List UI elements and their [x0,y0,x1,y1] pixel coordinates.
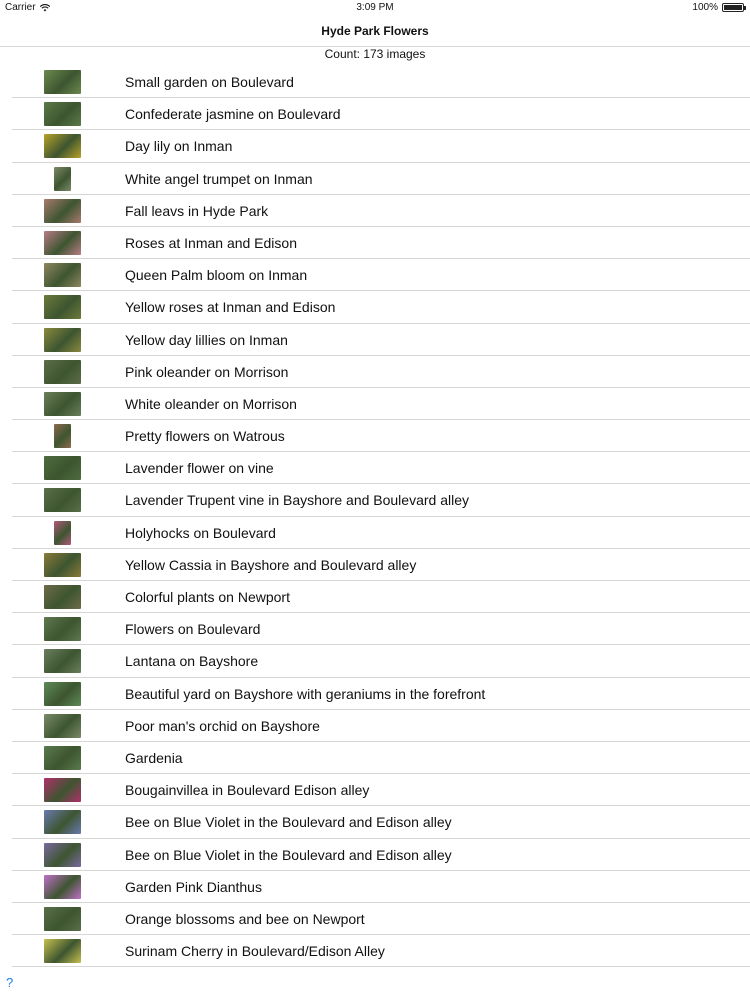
list-item-label: Pink oleander on Morrison [125,363,289,380]
list-item[interactable] [12,163,750,195]
list-item[interactable] [12,645,750,677]
thumbnail-image [44,456,81,480]
list-item-label: Garden Pink Dianthus [125,878,262,895]
thumbnail-image [44,617,81,641]
list-item[interactable] [12,549,750,581]
thumbnail-image [44,488,81,512]
thumbnail-image [44,231,81,255]
thumbnail-image [54,424,71,448]
thumbnail-image [44,360,81,384]
list-item-label: Roses at Inman and Edison [125,234,297,251]
thumbnail-image [44,102,81,126]
list-item[interactable] [12,195,750,227]
list-item-label: Holyhocks on Boulevard [125,524,276,541]
list-item-label: Day lily on Inman [125,138,233,155]
thumbnail-image [44,134,81,158]
carrier-label: Carrier [5,2,36,13]
thumbnail-image [44,875,81,899]
list-item-label: Surinam Cherry in Boulevard/Edison Alley [125,943,385,960]
list-item-label: Yellow roses at Inman and Edison [125,299,336,316]
status-time: 3:09 PM [356,2,394,13]
navigation-bar [0,16,750,47]
list-item[interactable] [12,517,750,549]
thumbnail-image [44,810,81,834]
thumbnail-image [44,682,81,706]
thumbnail-image [44,553,81,577]
thumbnail-image [44,199,81,223]
image-count: Count: 173 images [324,47,426,61]
list-item[interactable] [12,774,750,806]
list-item-label: White oleander on Morrison [125,395,297,412]
list-item-label: Beautiful yard on Bayshore with geraniums in the forefront [125,685,486,702]
thumbnail-image [44,778,81,802]
list-item-label: Gardenia [125,749,183,766]
list-item-label: Colorful plants on Newport [125,589,290,605]
list-item[interactable] [12,259,750,291]
list-item[interactable] [12,839,750,871]
list-item-label: Bee on Blue Violet in the Boulevard and Edison alley [125,814,452,831]
list-item-label: Small garden on Boulevard [125,74,294,90]
list-item-label: Bee on Blue Violet in the Boulevard and Edison alley [125,846,452,863]
list-item-label: Lavender Trupent vine in Bayshore and Boulevard alley [125,492,469,509]
list-item[interactable] [12,484,750,516]
list-item-label: Poor man's orchid on Bayshore [125,717,320,734]
list-item[interactable] [12,388,750,420]
thumbnail-image [44,295,81,319]
list-item-label: Queen Palm bloom on Inman [125,267,308,284]
list-item[interactable] [12,356,750,388]
page-title: Hyde Park Flowers [321,24,429,38]
list-item[interactable] [12,806,750,838]
thumbnail-image [54,167,71,191]
list-item-label: Bougainvillea in Boulevard Edison alley [125,782,370,799]
list-item-label: White angel trumpet on Inman [125,170,313,187]
list-item[interactable] [12,420,750,452]
list-item[interactable] [12,130,750,162]
list-item[interactable] [12,452,750,484]
list-item[interactable] [12,903,750,935]
list-item-label: Lavender flower on vine [125,460,274,477]
list-item-label: Confederate jasmine on Boulevard [125,106,341,123]
battery-icon [722,3,744,12]
flower-list [12,66,750,967]
thumbnail-image [44,328,81,352]
list-item-label: Lantana on Bayshore [125,653,259,670]
thumbnail-image [44,263,81,287]
thumbnail-image [44,843,81,867]
help-button[interactable]: ? [6,975,14,990]
list-item-label: Pretty flowers on Watrous [125,428,285,445]
list-item[interactable] [12,710,750,742]
thumbnail-image [44,939,81,963]
list-item-label: Yellow day lillies on Inman [125,331,288,348]
list-item[interactable] [12,324,750,356]
status-bar [0,0,750,16]
list-item[interactable] [12,581,750,613]
thumbnail-image [44,70,81,94]
thumbnail-image [44,392,81,416]
list-item-label: Fall leavs in Hyde Park [125,202,269,219]
list-item[interactable] [12,742,750,774]
status-right [692,2,744,13]
thumbnail-image [44,585,81,609]
list-item-label: Yellow Cassia in Bayshore and Boulevard alley [125,556,417,573]
list-item[interactable] [12,227,750,259]
thumbnail-image [44,714,81,738]
thumbnail-image [44,649,81,673]
list-item[interactable] [12,291,750,323]
thumbnail-image [44,746,81,770]
list-item[interactable] [12,871,750,903]
list-item[interactable] [12,935,750,967]
list-item[interactable] [12,613,750,645]
battery-label: 100% [692,2,718,13]
list-item-label: Flowers on Boulevard [125,621,261,638]
list-item-label: Orange blossoms and bee on Newport [125,910,365,927]
thumbnail-image [54,521,71,545]
list-item[interactable] [12,66,750,98]
thumbnail-image [44,907,81,931]
list-item[interactable] [12,678,750,710]
list-item[interactable] [12,98,750,130]
